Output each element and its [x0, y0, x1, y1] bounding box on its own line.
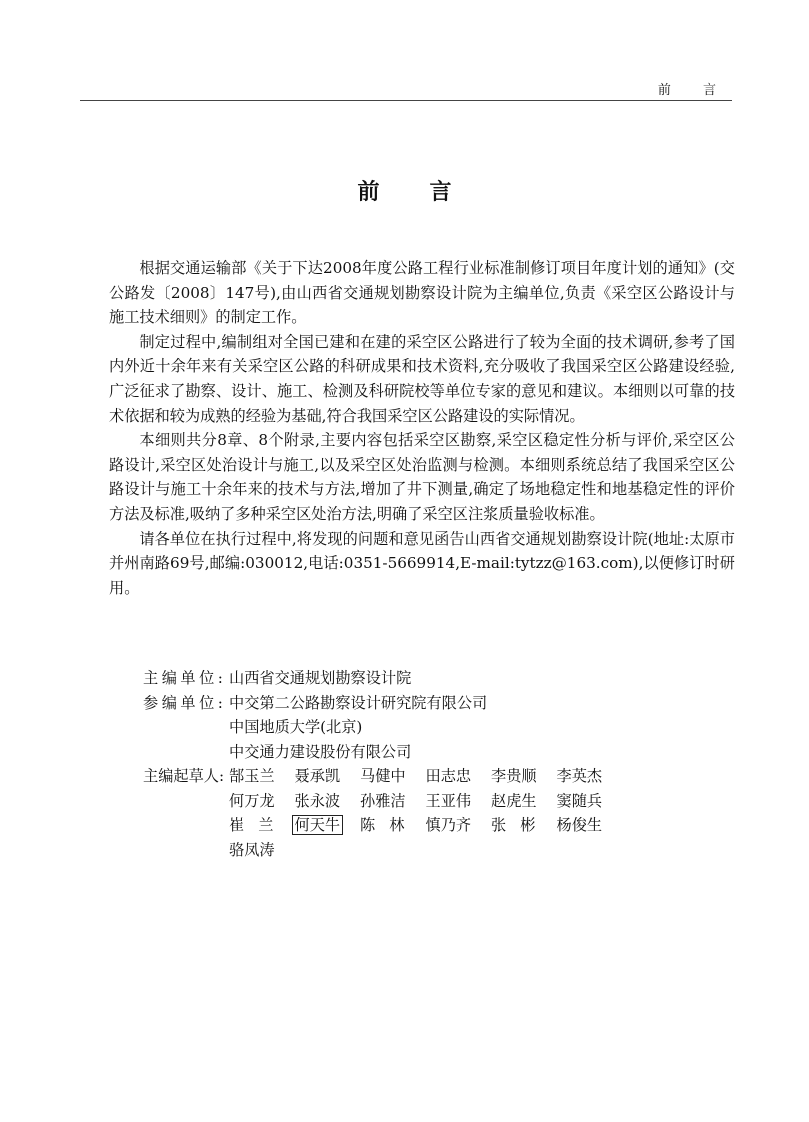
- participating-unit: 中交第二公路勘察设计研究院有限公司: [229, 693, 488, 712]
- drafter-name: 聂承凯: [294, 767, 341, 785]
- paragraph-feedback: 请各单位在执行过程中,将发现的问题和意见函告山西省交通规划勘察设计院(地址:太原市并州南路69号,邮编:030012,电话:0351-5669914,E-mail:tytzz@163.com),以便修订时研用。: [109, 529, 735, 597]
- paragraph-mandate: 根据交通运输部《关于下达2008年度公路工程行业标准制修订项目年度计划的通知》(交公路发〔2008〕147号),由山西省交通规划勘察设计院为主编单位,负责《采空区公路设计与施工技术细则》的制定工作。: [109, 259, 735, 327]
- drafter-name: 马健中: [360, 767, 406, 785]
- drafter-name-highlighted: [295, 813, 361, 838]
- drafter-name: 窦随兵: [556, 791, 603, 810]
- chief-unit-value: 山西省交通规划勘察设计院: [229, 669, 412, 687]
- chief-unit-label: 主编单位:: [143, 669, 227, 687]
- drafters-grid: [229, 764, 663, 862]
- drafter-name: 田志忠: [425, 767, 472, 785]
- drafter-name: 李英杰: [556, 767, 603, 785]
- drafter-name: 慎乃齐: [425, 816, 472, 834]
- running-header-title: 前 言: [657, 83, 730, 98]
- drafters-row: [143, 764, 663, 862]
- participating-units-row: [143, 691, 663, 765]
- drafter-name: 陈林: [360, 816, 419, 834]
- page-title: 前言: [357, 180, 502, 205]
- highlight-box: 何天牛: [292, 815, 344, 835]
- drafter-name: 张彬: [491, 816, 550, 834]
- drafter-name: 张永波: [294, 791, 341, 810]
- participating-unit: 中国地质大学(北京): [229, 718, 363, 736]
- credits-section: [143, 666, 663, 862]
- drafter-name: 赵虎生: [491, 791, 537, 810]
- drafter-name: 杨俊生: [556, 816, 603, 834]
- drafter-name: 王亚伟: [425, 791, 472, 810]
- paragraph-process: 制定过程中,编制组对全国已建和在建的采空区公路进行了较为全面的技术调研,参考了国内外近十余年来有关采空区公路的科研成果和技术资料,充分吸收了我国采空区公路建设经验,广泛征求了勘察、设计、施工、检测及科研院校等单位专家的意见和建议。本细则以可靠的技术依据和较为成熟的经验为基础,符合我国采空区公路建设的实际情况。: [109, 332, 735, 425]
- participating-units-label: 参编单位:: [143, 693, 227, 712]
- running-header: [80, 78, 732, 101]
- drafter-name: 崔兰: [229, 816, 288, 834]
- drafter-name: 何万龙: [229, 791, 275, 810]
- drafters-label: 主编起草人:: [143, 767, 225, 785]
- drafter-name: 孙雅洁: [360, 791, 406, 810]
- participating-unit: 中交通力建设股份有限公司: [229, 742, 412, 761]
- paragraph-contents: 本细则共分8章、8个附录,主要内容包括采空区勘察,采空区稳定性分析与评价,采空区公路设计,采空区处治设计与施工,以及采空区处治监测与检测。本细则系统总结了我国采空区公路设计与施工十余年来的技术与方法,增加了井下测量,确定了场地稳定性和地基稳定性的评价方法及标准,吸纳了多种采空区处治方法,明确了采空区注浆质量验收标准。: [109, 431, 735, 523]
- chief-unit-row: [143, 666, 663, 691]
- drafter-name: 郜玉兰: [229, 767, 275, 785]
- drafter-name: 骆凤涛: [229, 840, 275, 859]
- drafter-name: 李贵顺: [491, 767, 537, 785]
- preface-body: [109, 256, 735, 600]
